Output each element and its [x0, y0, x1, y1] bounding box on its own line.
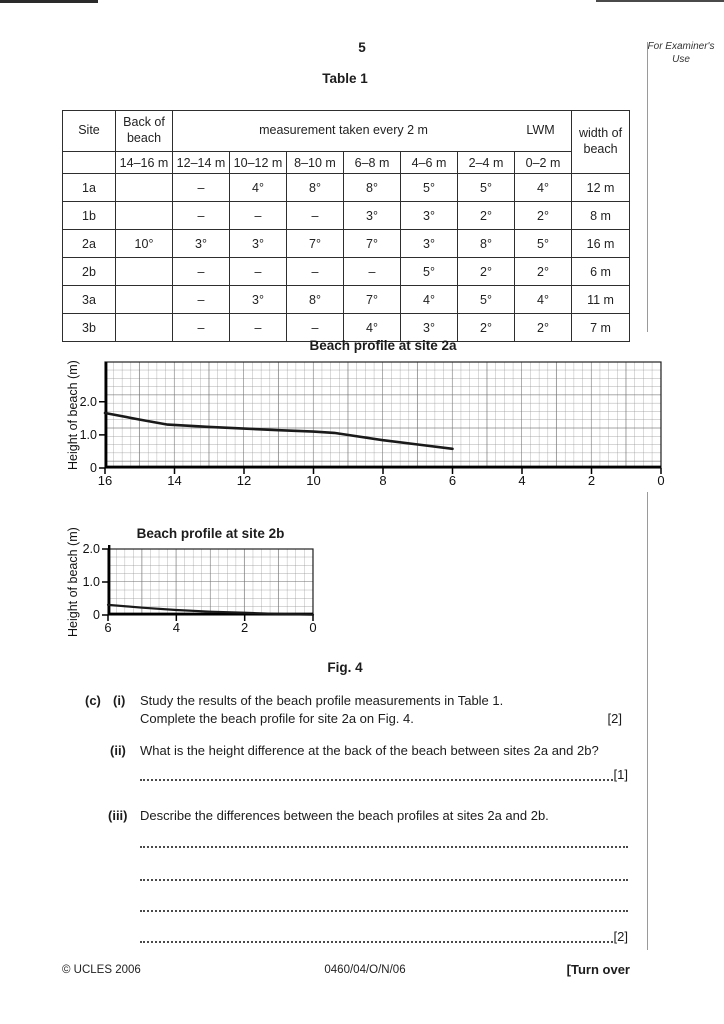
- table-cell: –: [173, 174, 230, 202]
- turn-over-label: [Turn over: [566, 962, 630, 977]
- question-text-line: Study the results of the beach profile measurements in Table 1.: [140, 693, 504, 708]
- header-range: 6–8 m: [344, 152, 401, 174]
- table-cell: 5°: [458, 174, 515, 202]
- page-number: 5: [358, 40, 366, 55]
- table-cell: [63, 152, 116, 174]
- table-cell: 11 m: [572, 286, 630, 314]
- x-tick-label: 0: [657, 473, 665, 488]
- x-tick-label: 6: [448, 473, 457, 488]
- header-width-of-beach: width of beach: [572, 111, 630, 174]
- question-sub-label: (ii): [110, 743, 126, 758]
- table-row: [63, 174, 630, 202]
- answer-line: [140, 867, 628, 881]
- header-range: 2–4 m: [458, 152, 515, 174]
- table-cell: 10°: [116, 230, 173, 258]
- dotted-answer-line: [140, 865, 628, 881]
- x-tick-label: 6: [104, 620, 112, 635]
- x-tick-label: 14: [167, 473, 182, 488]
- header-site: Site: [63, 111, 116, 152]
- x-tick-label: 8: [379, 473, 387, 488]
- marks-badge: [2]: [613, 929, 628, 944]
- table-cell: 8°: [344, 174, 401, 202]
- question-text: Describe the differences between the beach profiles at sites 2a and 2b.: [140, 808, 549, 823]
- table-cell: 3°: [173, 230, 230, 258]
- table-cell: 3°: [344, 202, 401, 230]
- marks-badge: [2]: [607, 711, 622, 726]
- table-cell: 2°: [515, 258, 572, 286]
- table-cell: 16 m: [572, 230, 630, 258]
- header-range: 14–16 m: [116, 152, 173, 174]
- y-tick-label: 0: [90, 461, 97, 475]
- scan-artifact: [0, 0, 98, 3]
- table-row: [63, 202, 630, 230]
- question-part-label: (c): [85, 693, 101, 708]
- table-cell: 4°: [344, 314, 401, 342]
- table-cell: 3°: [230, 286, 287, 314]
- examiner-column-rule: [647, 492, 648, 950]
- answer-line: [140, 834, 628, 848]
- grid-major: [105, 362, 661, 468]
- table-cell: 4°: [230, 174, 287, 202]
- x-tick-marks: [108, 615, 313, 621]
- table-cell: –: [230, 258, 287, 286]
- chart-title: Beach profile at site 2b: [136, 526, 285, 541]
- grid-2b: [108, 549, 313, 615]
- table-cell: –: [287, 202, 344, 230]
- table-cell: 7°: [344, 286, 401, 314]
- y-tick-label: 1.0: [79, 427, 97, 442]
- header-range: 8–10 m: [287, 152, 344, 174]
- scan-artifact: [596, 0, 724, 2]
- header-range: 0–2 m: [515, 152, 572, 174]
- y-tick-label: 2.0: [79, 394, 97, 409]
- x-tick-label: 4: [172, 620, 180, 635]
- header-measurement-label: measurement taken every 2 m: [259, 123, 428, 138]
- table-cell: 4°: [515, 286, 572, 314]
- copyright: © UCLES 2006: [62, 964, 141, 976]
- header-measurement-span: [173, 111, 572, 152]
- question-text: What is the height difference at the back of the beach between sites 2a and 2b?: [140, 743, 599, 758]
- header-range: 10–12 m: [230, 152, 287, 174]
- grid-major: [108, 549, 313, 615]
- x-tick-label: 0: [309, 620, 317, 635]
- examiner-column-rule: [647, 42, 648, 332]
- y-tick-marks: [99, 402, 105, 468]
- table-cell: 3°: [401, 202, 458, 230]
- table-cell: 2°: [515, 314, 572, 342]
- table-cell: 5°: [515, 230, 572, 258]
- table-cell: [116, 286, 173, 314]
- question-sub-label: (i): [113, 693, 126, 708]
- chart-title: Beach profile at site 2a: [309, 338, 457, 353]
- table-cell: 5°: [401, 174, 458, 202]
- header-back-of-beach: Back of beach: [116, 111, 173, 152]
- table-cell: 12 m: [572, 174, 630, 202]
- y-tick-label: 2.0: [82, 542, 100, 556]
- table-cell: –: [173, 286, 230, 314]
- table-row: [63, 230, 630, 258]
- answer-line: [140, 898, 628, 912]
- table-cell: 2b: [63, 258, 116, 286]
- answer-line: [140, 767, 628, 781]
- dotted-answer-line: [140, 927, 613, 943]
- table-cell: 8°: [287, 286, 344, 314]
- table-cell: 1b: [63, 202, 116, 230]
- table-cell: 7 m: [572, 314, 630, 342]
- grid-2a: [105, 362, 661, 468]
- table-cell: [116, 258, 173, 286]
- chart-site-2b: [62, 518, 628, 648]
- table-cell: 2a: [63, 230, 116, 258]
- header-range: 12–14 m: [173, 152, 230, 174]
- question-text-line: Complete the beach profile for site 2a on Fig. 4.: [140, 711, 414, 726]
- table-cell: –: [173, 202, 230, 230]
- table-cell: 7°: [287, 230, 344, 258]
- examiner-use-note: For Examiner's Use: [647, 41, 715, 65]
- answer-line: [140, 929, 628, 943]
- table-cell: 8°: [287, 174, 344, 202]
- table-cell: 6 m: [572, 258, 630, 286]
- table-cell: –: [287, 258, 344, 286]
- table-cell: 5°: [458, 286, 515, 314]
- table-cell: [116, 202, 173, 230]
- y-tick-label: 0: [93, 608, 100, 622]
- y-tick-label: 1.0: [82, 575, 100, 589]
- table-cell: –: [344, 258, 401, 286]
- table-cell: 8 m: [572, 202, 630, 230]
- table-header-row-2: [63, 152, 630, 174]
- table-cell: [116, 174, 173, 202]
- question-c-iii: [62, 807, 628, 827]
- table-cell: –: [287, 314, 344, 342]
- table-cell: 2°: [515, 202, 572, 230]
- marks-badge: [1]: [613, 767, 628, 782]
- x-tick-label: 10: [306, 473, 321, 488]
- table-cell: 7°: [344, 230, 401, 258]
- table-cell: 3b: [63, 314, 116, 342]
- x-tick-label: 12: [236, 473, 252, 488]
- x-tick-label: 16: [97, 473, 113, 488]
- table-cell: 2°: [458, 202, 515, 230]
- table-cell: –: [173, 314, 230, 342]
- y-axis-label: Height of beach (m): [66, 527, 80, 637]
- table-cell: –: [230, 314, 287, 342]
- table-cell: –: [173, 258, 230, 286]
- table-cell: 2°: [458, 314, 515, 342]
- table-cell: 5°: [401, 258, 458, 286]
- table-row: [63, 258, 630, 286]
- table-cell: 2°: [458, 258, 515, 286]
- table-row: [63, 286, 630, 314]
- table-1: [62, 110, 630, 342]
- dotted-answer-line: [140, 765, 613, 781]
- table-header-row-1: [63, 111, 630, 152]
- y-axis-label: Height of beach (m): [66, 360, 80, 470]
- question-c-ii: [62, 742, 628, 762]
- dotted-answer-line: [140, 832, 628, 848]
- table-cell: 3°: [401, 314, 458, 342]
- question-c-i: [62, 692, 628, 732]
- dotted-answer-line: [140, 896, 628, 912]
- paper-code: 0460/04/O/N/06: [324, 964, 406, 976]
- question-sub-label: (iii): [108, 808, 128, 823]
- table-cell: –: [230, 202, 287, 230]
- question-text: [140, 692, 624, 728]
- plot-area-2a: [79, 362, 665, 488]
- header-lwm: LWM: [526, 123, 555, 138]
- figure-caption: Fig. 4: [327, 660, 363, 675]
- chart-site-2a: [62, 336, 665, 492]
- header-range: 4–6 m: [401, 152, 458, 174]
- table-cell: 1a: [63, 174, 116, 202]
- table-cell: 8°: [458, 230, 515, 258]
- table-cell: 4°: [515, 174, 572, 202]
- x-tick-label: 2: [241, 620, 249, 635]
- table-cell: 4°: [401, 286, 458, 314]
- table-cell: 3a: [63, 286, 116, 314]
- x-tick-label: 4: [518, 473, 526, 488]
- table-caption: Table 1: [322, 71, 368, 86]
- plot-area-2b: [82, 542, 317, 635]
- x-tick-label: 2: [587, 473, 596, 488]
- table-cell: 3°: [401, 230, 458, 258]
- table-cell: 3°: [230, 230, 287, 258]
